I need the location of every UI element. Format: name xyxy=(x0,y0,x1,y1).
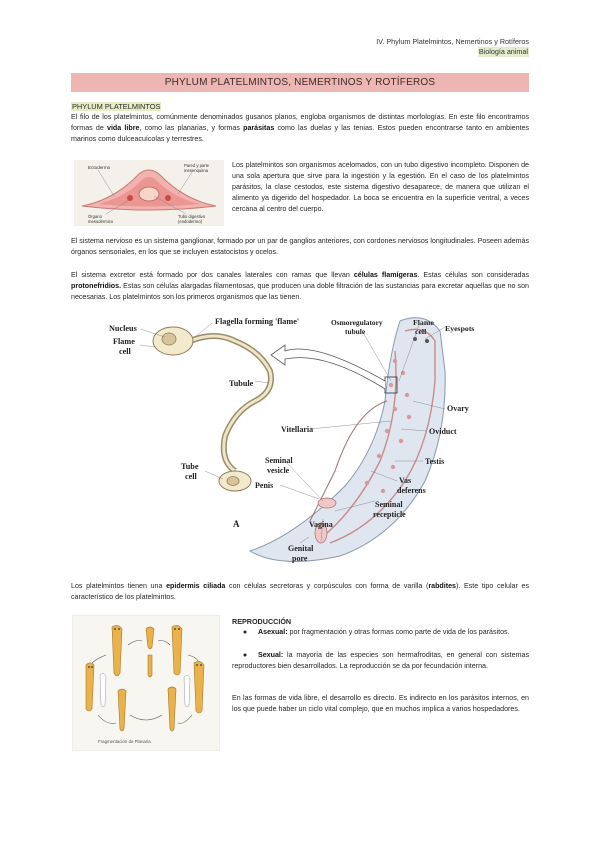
intro-text-1: El filo de los platelmintos, comúnmente denominados gusanos planos, engloba organismos de distintas morfologías. En este filo encontramos formas de xyxy=(71,113,529,133)
epidermis-text-3: ). Este tipo celular es característico de los platelmintos. xyxy=(71,582,530,602)
epidermis-text-1: Los platelmintos tienen una xyxy=(71,582,167,590)
reproduction-asexual xyxy=(232,627,529,638)
label-flame-right-1: Flame xyxy=(413,318,434,327)
label-vas-2: deferens xyxy=(397,486,426,495)
label-organo-1: Órgano xyxy=(88,214,102,219)
label-seminal-vesicle-2: vesicle xyxy=(267,466,290,475)
planaria-fragmentation-figure xyxy=(72,615,220,751)
bullet-asexual: ● xyxy=(242,628,248,636)
label-testis: Testis xyxy=(425,457,445,466)
intro-text-2: , como las planarias, y formas xyxy=(139,124,244,133)
running-header xyxy=(376,37,529,57)
label-recepticle-1: Seminal xyxy=(375,500,403,509)
bullet-sexual: ● xyxy=(242,651,248,659)
label-tube-cell-2: cell xyxy=(185,472,197,481)
label-flagella: Flagella forming 'flame' xyxy=(215,317,300,326)
excretor-text-1: El sistema excretor está formado por dos canales laterales con ramas que llevan xyxy=(71,271,354,279)
excretor-bold-1: células flamígeras xyxy=(353,271,418,279)
label-vagina: Vagina xyxy=(309,520,333,529)
epidermis-paragraph xyxy=(71,581,529,603)
label-osmo-1: Osmoregulatory xyxy=(331,318,383,327)
label-genital-pore-1: Genital xyxy=(288,544,314,553)
label-ovary: Ovary xyxy=(447,404,469,413)
section-heading: PHYLUM PLATELMINTOS xyxy=(72,102,161,111)
sexual-text: la mayoría de las especies son hermafroditas, en general con sistemas reproductores bien desarrollados. La reproducción se da por fecundación interna. xyxy=(232,651,529,671)
label-tubo-2: (endodermo) xyxy=(178,219,202,224)
intro-paragraph xyxy=(71,112,529,145)
label-tube-cell-1: Tube xyxy=(181,462,199,471)
label-flame-cell-1: Flame xyxy=(113,337,135,346)
label-seminal-vesicle-1: Seminal xyxy=(265,456,293,465)
epidermis-bold-2: rabdites xyxy=(428,582,456,590)
label-organo-2: mesodérmico xyxy=(88,219,114,224)
sexual-label: Sexual: xyxy=(258,651,284,659)
header-subtitle: Biología animal xyxy=(478,47,528,56)
label-oviduct: Oviduct xyxy=(429,427,457,436)
label-tubule: Tubule xyxy=(229,379,254,388)
label-vas-1: Vas xyxy=(399,476,412,485)
label-eyespots: Eyespots xyxy=(445,324,475,333)
nervous-system-paragraph: El sistema nervioso es un sistema ganglionar, formado por un par de ganglios anteriores, con cordones nerviosos longitudinales. Poseen además órganos sensoriales, en los que se incluyen estatocistos y ocelos. xyxy=(71,237,529,257)
label-pared-2: mesenquima xyxy=(184,168,208,173)
fragmentation-caption: Fragmentación de Planaria xyxy=(98,739,151,744)
development-paragraph: En las formas de vida libre, el desarrollo es directo. Es indirecto en los parásitos internos, en los que puede haber un ciclo vital complejo, que en muchos implica a varios hospedadores. xyxy=(232,694,529,714)
excretor-bold-2: protonefridios. xyxy=(71,282,122,291)
label-vitellaria: Vitellaria xyxy=(281,425,314,434)
acelomados-paragraph: Los platelmintos son organismos acelomados, con un tubo digestivo incompleto. Disponen de una sola apertura que sirve para la ingestión y la egestión. En el caso de los platelmintos parásitos, la clase cestodos, este sistema digestivo desaparece, de manera que utilizan el alimento ya digerido del hospedador. La boca se encuentra en la superficie ventral, a veces cercana al centro del cuerpo. xyxy=(232,161,529,214)
label-nucleus: Nucleus xyxy=(109,324,137,333)
label-genital-pore-2: pore xyxy=(292,554,308,563)
asexual-text: por fragmentación y otras formas como parte de vida de los parásitos. xyxy=(287,628,510,636)
label-tubo-1: Tubo digestivo xyxy=(178,214,206,219)
excretor-text-2: . Estas células son consideradas xyxy=(417,271,529,279)
label-pared-1: Pared y parte xyxy=(184,163,210,168)
page-title: PHYLUM PLATELMINTOS, NEMERTINOS Y ROTÍFEROS xyxy=(71,73,529,92)
flatworm-anatomy-figure xyxy=(95,311,507,569)
intro-bold-1: vida libre xyxy=(107,124,140,133)
reproduction-heading: REPRODUCCIÓN xyxy=(232,617,292,626)
label-ectodermo: Ectodermo xyxy=(88,165,111,170)
intro-bold-2: parásitas xyxy=(243,124,275,133)
cross-section-figure xyxy=(74,160,224,226)
label-flame-cell-2: cell xyxy=(119,347,131,356)
epidermis-bold-1: epidermis ciliada xyxy=(166,582,226,590)
label-penis: Penis xyxy=(255,481,274,490)
header-title: IV. Phylum Platelmintos, Nemertinos y Rotíferos xyxy=(376,37,529,46)
reproduction-sexual xyxy=(232,650,529,672)
asexual-label: Asexual: xyxy=(258,628,288,636)
label-recepticle-2: recepticle xyxy=(373,510,406,519)
excretory-system-paragraph xyxy=(71,270,529,303)
excretor-text-3: Estas son células alargadas filamentosas, que producen una doble filtración de las sustancias para excretar aquellas que no son necesarias. Los platelmintos son los primeros organismos que las tienen. xyxy=(71,282,529,302)
label-osmo-2: tubule xyxy=(345,327,366,336)
label-panel-a: A xyxy=(233,519,240,529)
epidermis-text-2: con células secretoras y corpúsculos con forma de varilla ( xyxy=(225,582,429,590)
label-flame-right-2: cell xyxy=(415,327,427,336)
intro-text-3: como las duelas y las tenias. Estos pueden encontrarse tanto en ambientes marinos como dulceacuícolas y terrestres. xyxy=(71,124,529,144)
